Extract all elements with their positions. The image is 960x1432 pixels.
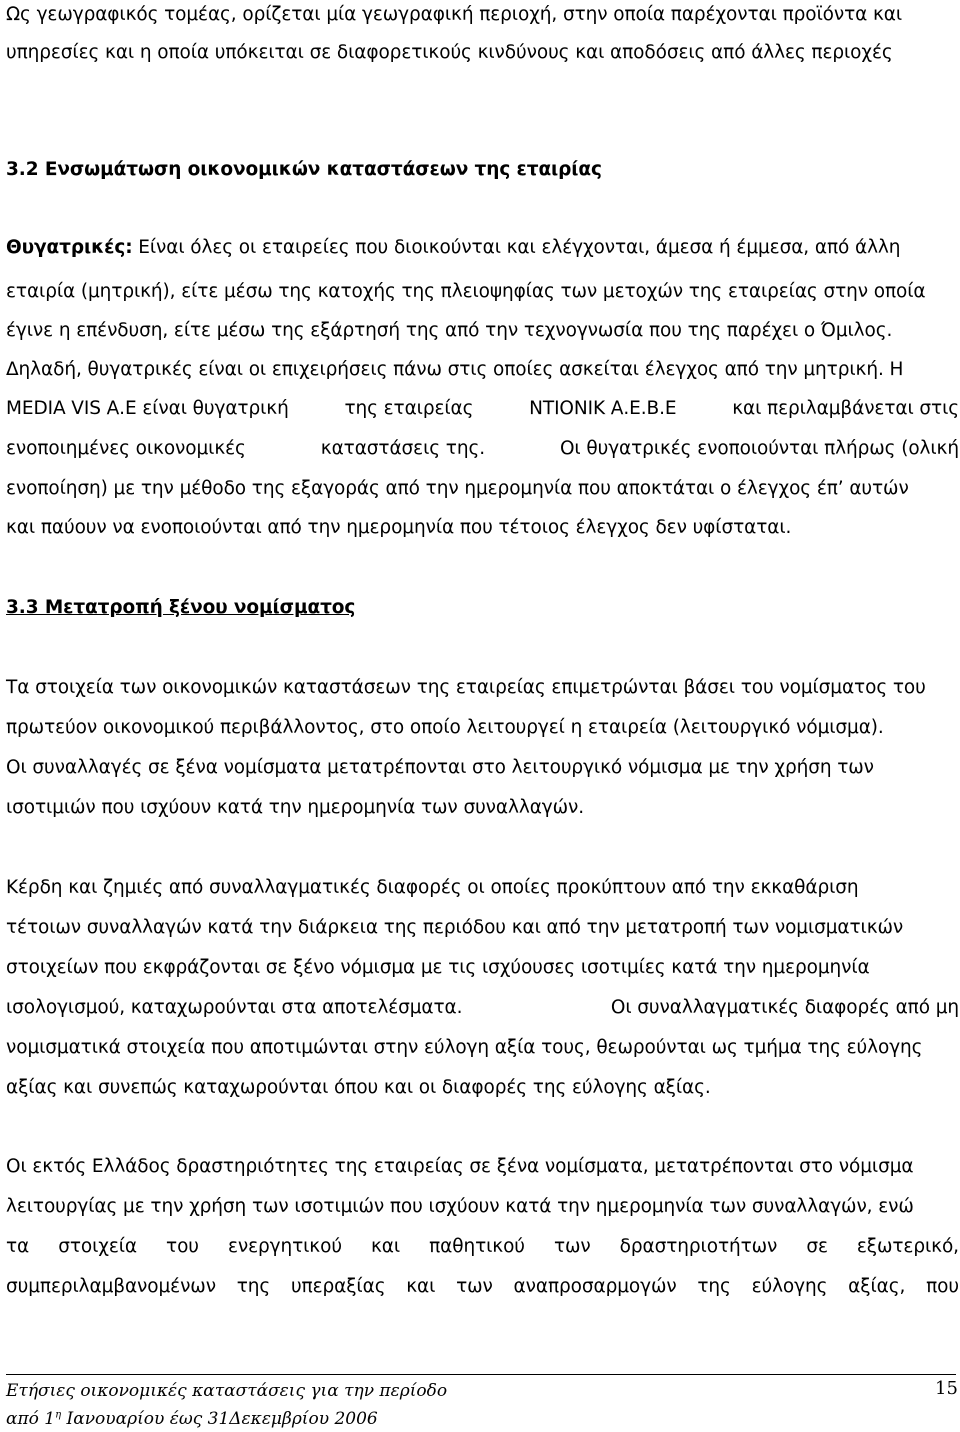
word: υπεραξίας bbox=[290, 1276, 386, 1297]
word: που bbox=[926, 1276, 959, 1297]
word: συμπεριλαμβανομένων bbox=[6, 1276, 216, 1297]
s32-line-5-part-d: και περιλαμβάνεται στις bbox=[732, 398, 959, 419]
s33-p2-line-4-part-a: ισολογισμού, καταχωρούνται στα αποτελέσματα. bbox=[6, 997, 463, 1018]
footer-title-line-2 bbox=[6, 1408, 378, 1430]
s32-line-1-rest: Είναι όλες οι εταιρείες που διοικούνται και ελέγχονται, άμεσα ή έμμεσα, από άλλη bbox=[132, 237, 901, 258]
s33-p1-line-4: ισοτιμιών που ισχύουν κατά την ημερομηνία των συναλλαγών. bbox=[6, 797, 585, 818]
s33-p2-line-4-part-b: Οι συναλλαγματικές διαφορές από μη bbox=[610, 997, 959, 1018]
word: τα bbox=[6, 1236, 30, 1257]
word: της bbox=[697, 1276, 731, 1297]
word: δραστηριοτήτων bbox=[619, 1236, 778, 1257]
word: ενεργητικού bbox=[227, 1236, 342, 1257]
footer-divider bbox=[6, 1374, 956, 1375]
s33-p2-line-1: Κέρδη και ζημιές από συναλλαγματικές διαφορές οι οποίες προκύπτουν από την εκκαθάριση bbox=[6, 877, 859, 898]
s32-line-2: εταιρία (μητρική), είτε μέσω της κατοχής της πλειοψηφίας των μετοχών της εταιρείας στην οποία bbox=[6, 281, 926, 302]
s33-p2-line-4 bbox=[6, 996, 959, 1020]
word: του bbox=[166, 1236, 199, 1257]
s32-line-5-part-a: MEDIA VIS Α.Ε είναι θυγατρική bbox=[6, 398, 289, 419]
word: και bbox=[406, 1276, 436, 1297]
s32-line-5 bbox=[6, 397, 959, 421]
s33-p2-line-5: νομισματικά στοιχεία που αποτιμώνται στην εύλογη αξία τους, θεωρούνται ως τμήμα της εύλογης bbox=[6, 1037, 923, 1058]
word: των bbox=[553, 1236, 591, 1257]
s33-p3-line-2: λειτουργίας με την χρήση των ισοτιμιών που ισχύουν κατά την ημερομηνία των συναλλαγών, ενώ bbox=[6, 1196, 914, 1217]
word: και bbox=[370, 1236, 401, 1257]
intro-line-2: υπηρεσίες και η οποία υπόκειται σε διαφορετικούς κινδύνους και αποδόσεις από άλλες περιοχές bbox=[6, 42, 893, 63]
s33-p3-line-3 bbox=[6, 1235, 959, 1259]
s33-p2-line-3: στοιχείων που εκφράζονται σε ξένο νόμισμα με τις ισχύουσες ισοτιμίες κατά την ημερομηνία bbox=[6, 957, 870, 978]
s32-line-1 bbox=[6, 236, 959, 260]
word: στοιχεία bbox=[58, 1236, 137, 1257]
s32-line-5-part-c: ΝΤΙΟΝΙΚ Α.Ε.Β.Ε bbox=[529, 398, 677, 419]
s32-line-6-part-c: Οι θυγατρικές ενοποιούνται πλήρως (ολική bbox=[559, 438, 959, 459]
word: παθητικού bbox=[429, 1236, 525, 1257]
word: εξωτερικό, bbox=[856, 1236, 959, 1257]
s32-line-6-part-a: ενοποιημένες οικονομικές bbox=[6, 438, 246, 459]
word: των bbox=[456, 1276, 493, 1297]
word: αναπροσαρμογών bbox=[513, 1276, 677, 1297]
s32-line-6 bbox=[6, 437, 959, 461]
s33-p3-line-1: Οι εκτός Ελλάδος δραστηριότητες της εταιρείας σε ξένα νομίσματα, μετατρέπονται στο νόμισμα bbox=[6, 1156, 914, 1177]
section-3-3-heading: 3.3 Μετατροπή ξένου νομίσματος bbox=[6, 597, 356, 618]
s33-p2-line-2: τέτοιων συναλλαγών κατά την διάρκεια της περιόδου και από την μετατροπή των νομισματικών bbox=[6, 917, 904, 938]
s33-p1-line-2: πρωτεύον οικονομικού περιβάλλοντος, στο οποίο λειτουργεί η εταιρεία (λειτουργικό νόμισμα). bbox=[6, 717, 884, 738]
s32-line-4: Δηλαδή, θυγατρικές είναι οι επιχειρήσεις πάνω στις οποίες ασκείται έλεγχος από την μητρική. Η bbox=[6, 359, 904, 380]
s32-line-7: ενοποίηση) με την μέθοδο της εξαγοράς από την ημερομηνία που αποκτάται ο έλεγχος έπ’ αυτών bbox=[6, 478, 909, 499]
section-3-2-heading: 3.2 Ενσωμάτωση οικονομικών καταστάσεων της εταιρίας bbox=[6, 159, 602, 180]
s32-line-8: και παύουν να ενοποιούνται από την ημερομηνία που τέτοιος έλεγχος δεν υφίσταται. bbox=[6, 517, 792, 538]
footer-line-2-post: Ιανουαρίου έως 31Δεκεμβρίου 2006 bbox=[61, 1409, 378, 1429]
intro-line-1: Ως γεωγραφικός τομέας, ορίζεται μία γεωγραφική περιοχή, στην οποία παρέχονται προϊόντα και bbox=[6, 4, 903, 25]
s33-p1-line-1: Τα στοιχεία των οικονομικών καταστάσεων της εταιρείας επιμετρώνται βάσει του νομίσματος του bbox=[6, 677, 926, 698]
s33-p3-line-4 bbox=[6, 1275, 959, 1299]
s33-p1-line-3: Οι συναλλαγές σε ξένα νομίσματα μετατρέπονται στο λειτουργικό νόμισμα με την χρήση των bbox=[6, 757, 874, 778]
footer-line-2-sup: η bbox=[55, 1409, 62, 1421]
page-number: 15 bbox=[935, 1378, 958, 1399]
word: σε bbox=[806, 1236, 828, 1257]
subsidiaries-term: Θυγατρικές: bbox=[6, 237, 133, 258]
word: αξίας, bbox=[848, 1276, 906, 1297]
footer-line-2-pre: από 1 bbox=[6, 1409, 56, 1429]
word: της bbox=[236, 1276, 271, 1297]
s33-p2-line-6: αξίας και συνεπώς καταχωρούνται όπου και οι διαφορές της εύλογης αξίας. bbox=[6, 1077, 711, 1098]
word: εύλογης bbox=[751, 1276, 828, 1297]
s32-line-3: έγινε η επένδυση, είτε μέσω της εξάρτησή της από την τεχνογνωσία που της παρέχει ο Όμιλος. bbox=[6, 320, 893, 341]
footer-title-line-1: Ετήσιες οικονομικές καταστάσεις για την περίοδο bbox=[6, 1381, 448, 1401]
s32-line-6-part-b: καταστάσεις της. bbox=[320, 438, 485, 459]
s32-line-5-part-b: της εταιρείας bbox=[344, 398, 474, 419]
